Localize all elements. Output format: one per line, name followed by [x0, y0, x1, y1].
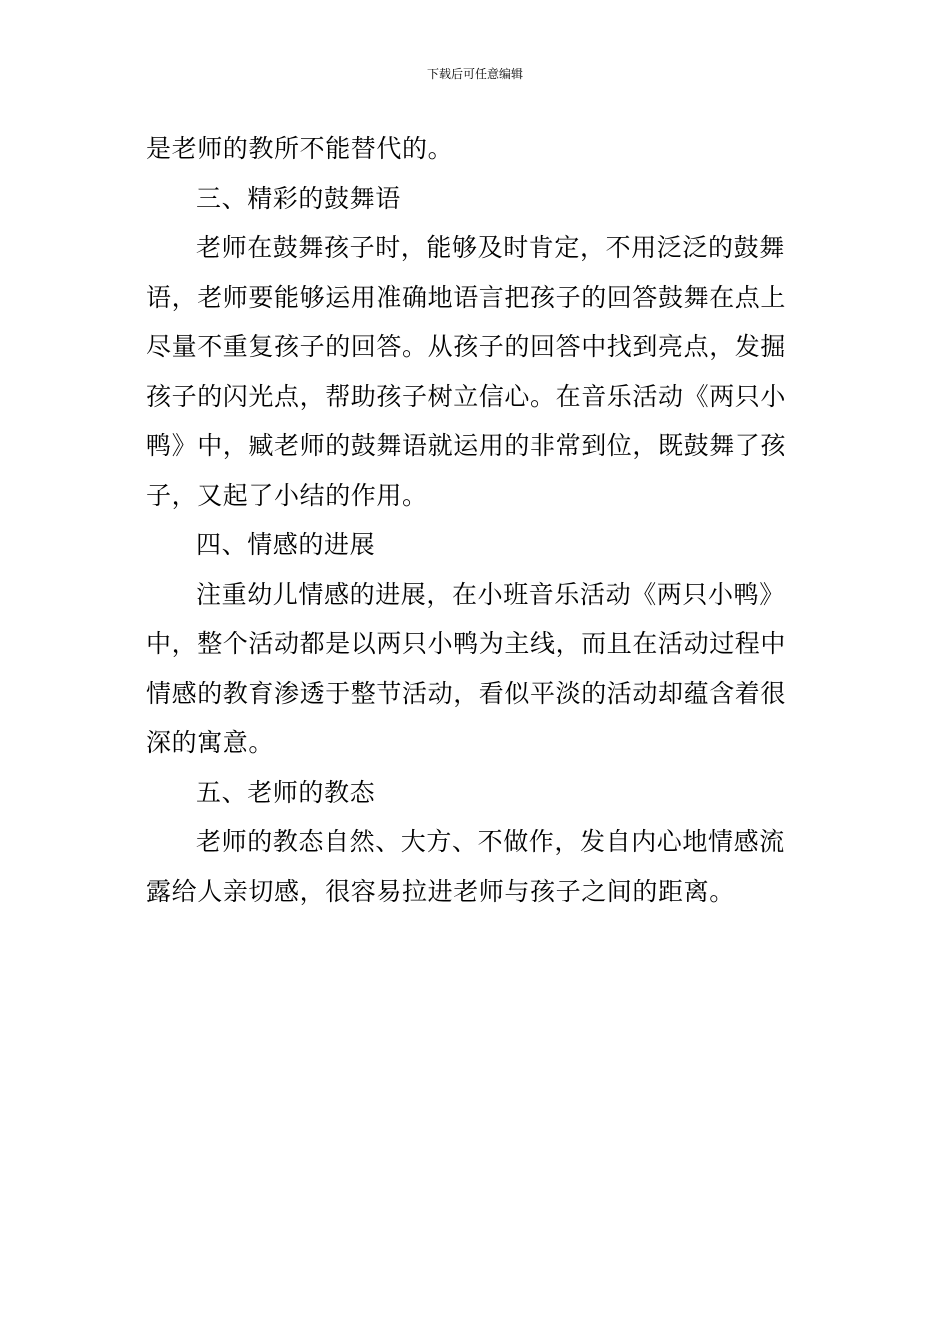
section-heading-four: 四、情感的进展 [196, 530, 376, 559]
section-heading-five: 五、老师的教态 [196, 777, 376, 807]
paragraph-line: 注重幼儿情感的进展，在小班音乐活动《两只小鸭》 [196, 579, 785, 609]
paragraph-line: 尽量不重复孩子的回答。从孩子的回答中找到亮点，发掘 [146, 332, 787, 361]
paragraph-line: 是老师的教所不能替代的。 [146, 134, 454, 163]
paragraph-line: 语，老师要能够运用准确地语言把孩子的回答鼓舞在点上 [146, 282, 787, 312]
document-body [146, 124, 808, 916]
paragraph-line: 孩子的闪光点，帮助孩子树立信心。在音乐活动《两只小 [146, 381, 787, 411]
paragraph-line: 中，整个活动都是以两只小鸭为主线，而且在活动过程中 [146, 629, 787, 658]
page-header-note: 下载后可任意编辑 [426, 67, 523, 81]
paragraph-line: 子，又起了小结的作用。 [146, 480, 428, 510]
paragraph-line: 情感的教育渗透于整节活动，看似平淡的活动却蕴含着很 [146, 678, 787, 708]
paragraph-line: 深的寓意。 [146, 728, 275, 757]
paragraph-line: 老师在鼓舞孩子时，能够及时肯定，不用泛泛的鼓舞 [196, 233, 785, 262]
paragraph-line: 露给人亲切感，很容易拉进老师与孩子之间的距离。 [146, 876, 735, 906]
section-heading-three: 三、精彩的鼓舞语 [196, 183, 401, 213]
paragraph-line: 鸭》中，臧老师的鼓舞语就运用的非常到位，既鼓舞了孩 [146, 431, 787, 460]
paragraph-line: 老师的教态自然、大方、不做作，发自内心地情感流 [196, 827, 785, 856]
